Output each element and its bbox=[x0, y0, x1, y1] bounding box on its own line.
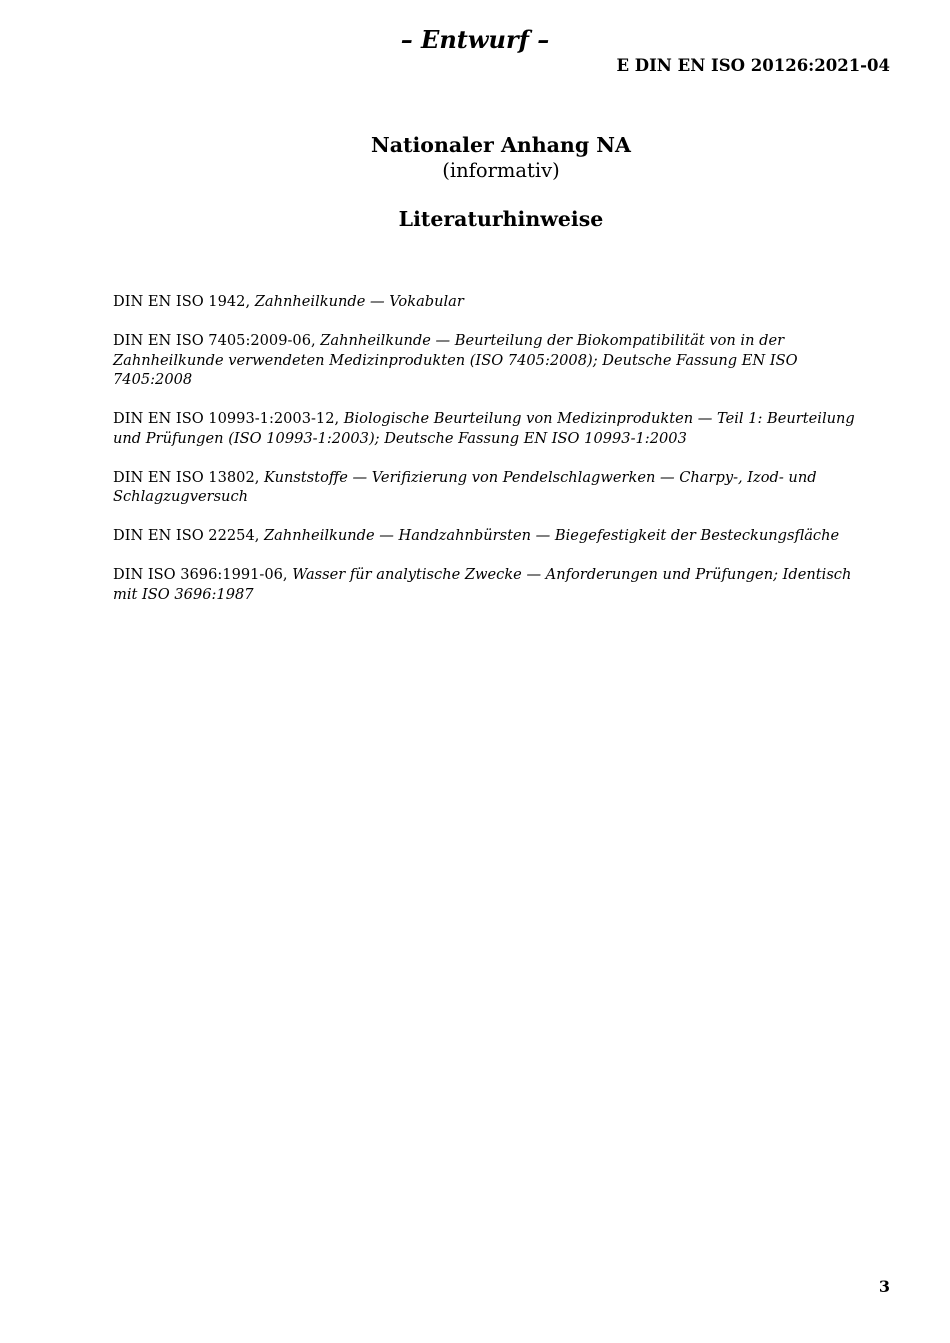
page-number: 3 bbox=[878, 1277, 890, 1296]
reference-designation: DIN EN ISO 1942, bbox=[113, 293, 255, 310]
reference-designation: DIN ISO 3696:1991-06, bbox=[113, 566, 293, 583]
reference-title: Wasser für analytische Zwecke — Anforderungen und Prüfungen; Identisch mit ISO 3696:1987 bbox=[113, 566, 852, 603]
reference-title: Zahnheilkunde — Vokabular bbox=[254, 293, 464, 310]
reference-item bbox=[113, 292, 863, 312]
section-title: Literaturhinweise bbox=[398, 207, 604, 231]
reference-designation: DIN EN ISO 22254, bbox=[113, 527, 265, 544]
reference-title: Zahnheilkunde — Handzahnbürsten — Biegefestigkeit der Besteckungsfläche bbox=[264, 527, 840, 544]
annex-title: Nationaler Anhang NA bbox=[371, 133, 631, 157]
reference-list bbox=[113, 292, 863, 624]
reference-title: Zahnheilkunde — Beurteilung der Biokompatibilität von in der Zahnheilkunde verwendeten Medizinprodukten (ISO 7405:2008); Deutsche Fassung EN ISO 7405:2008 bbox=[113, 332, 798, 388]
reference-item bbox=[113, 565, 863, 604]
document-id: E DIN EN ISO 20126:2021-04 bbox=[616, 56, 890, 75]
reference-designation: DIN EN ISO 7405:2009-06, bbox=[113, 332, 321, 349]
reference-title: Biologische Beurteilung von Medizinprodukten — Teil 1: Beurteilung und Prüfungen (ISO 10993-1:2003); Deutsche Fassung EN ISO 10993-1:2003 bbox=[113, 410, 855, 447]
reference-item bbox=[113, 468, 863, 507]
reference-designation: DIN EN ISO 10993-1:2003-12, bbox=[113, 410, 344, 427]
reference-item bbox=[113, 331, 863, 390]
reference-item bbox=[113, 526, 863, 546]
draft-watermark: – Entwurf – bbox=[400, 25, 550, 54]
reference-item bbox=[113, 409, 863, 448]
annex-subtitle: (informativ) bbox=[442, 159, 560, 182]
reference-title: Kunststoffe — Verifizierung von Pendelschlagwerken — Charpy-, Izod- und Schlagzugversuch bbox=[113, 468, 817, 505]
reference-designation: DIN EN ISO 13802, bbox=[113, 468, 265, 486]
